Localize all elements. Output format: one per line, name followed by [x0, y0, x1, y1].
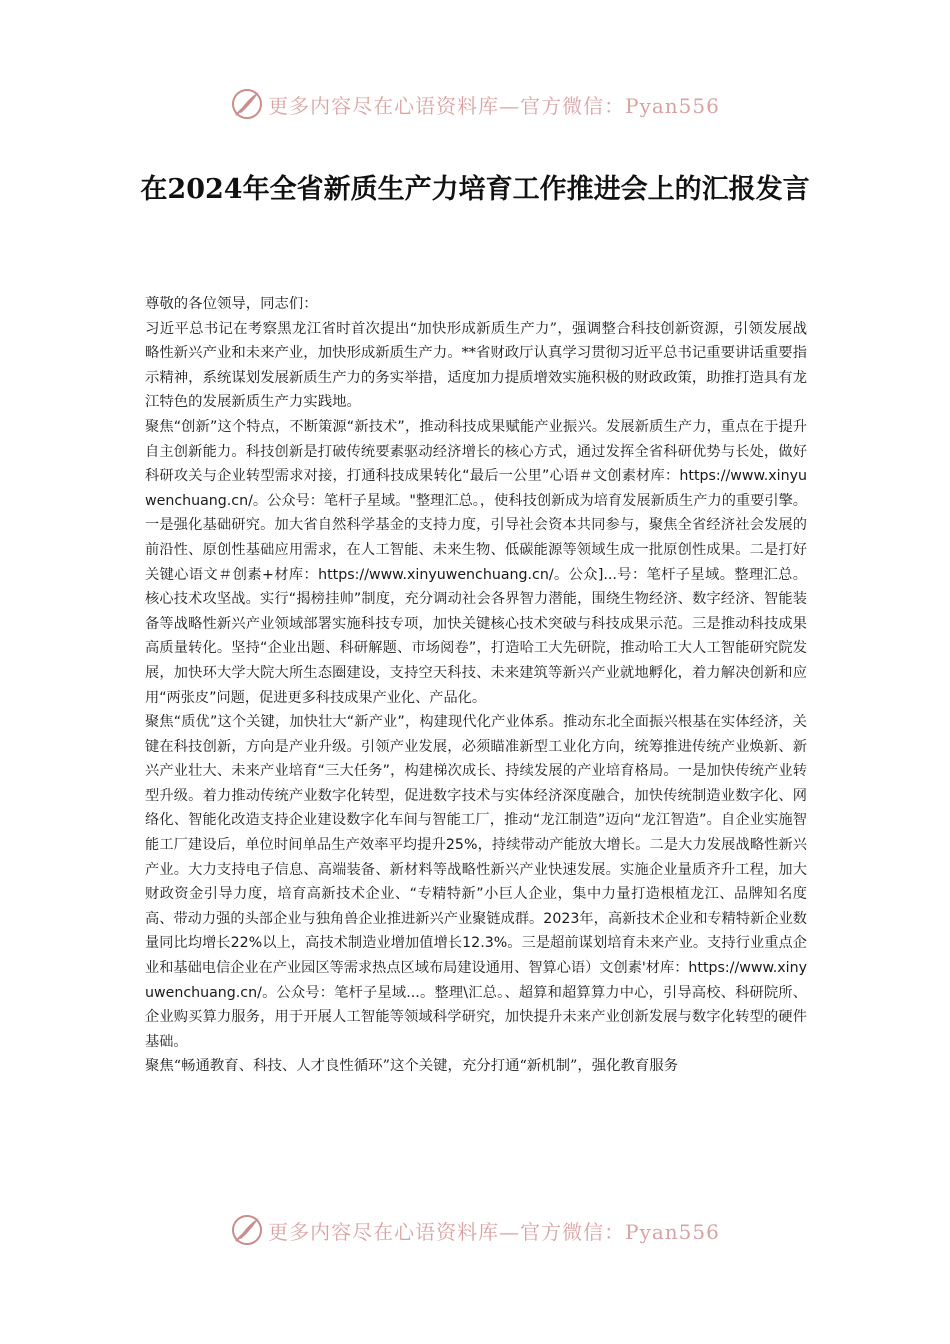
watermark-text: 更多内容尽在心语资料库—官方微信：Pyan556 — [268, 1219, 720, 1244]
paragraph-innovation: 聚焦“创新”这个特点，不断策源“新技术”，推动科技成果赋能产业振兴。发展新质生产力，重点在于提升自主创新能力。科技创新是打破传统要素驱动经济增长的核心方式，通过发挥全省科研优势与长处，做好科研攻关与企业转型需求对接，打通科技成果转化“最后一公里”心语＃文创素材库：https://www.xinyuwenchuang.cn/。公众号：笔杆子星域。"整理汇总。，使科技创新成为培育发展新质生产力的重要引擎。一是强化基础研究。加大省自然科学基金的支持力度，引导社会资本共同参与，聚焦全省经济社会发展的前沿性、原创性基础应用需求，在人工智能、未来生物、低碳能源等领域生成一批原创性成果。二是打好关键心语文＃创素+材库：https://www.xinyuwenchuang.cn/。公众]...号：笔杆子星域。整理汇总。核心技术攻坚战。实行“揭榜挂帅”制度，充分调动社会各界智力潜能，围绕生物经济、数字经济、智能装备等战略性新兴产业领域部署实施科技专项，加快关键核心技术突破与科技成果示范。三是推动科技成果高质量转化。坚持“企业出题、科研解题、市场阅卷”，打造哈工大先研院，推动哈工大人工智能研究院发展，加快环大学大院大所生态圈建设，支持空天科技、未来建筑等新兴产业就地孵化，着力解决创新和应用“两张皮”问题，促进更多科技成果产业化、产品化。 — [145, 418, 807, 706]
document-body — [145, 292, 807, 1079]
header-watermark-banner — [0, 84, 950, 124]
footer-watermark-banner — [0, 1210, 950, 1250]
paragraph-education: 聚焦“畅通教育、科技、人才良性循环”这个关键，充分打通“新机制”，强化教育服务 — [145, 1058, 679, 1075]
document-title: 在2024年全省新质生产力培育工作推进会上的汇报发言 — [140, 174, 810, 206]
quill-logo-icon — [230, 87, 264, 121]
quill-logo-icon — [230, 1213, 264, 1247]
paragraph-quality: 聚焦“质优”这个关键，加快壮大“新产业”，构建现代化产业体系。推动东北全面振兴根基在实体经济，关键在科技创新，方向是产业升级。引领产业发展，必须瞄准新型工业化方向，统筹推进传统产业焕新、新兴产业壮大、未来产业培育“三大任务”，构建梯次成长、持续发展的产业培育格局。一是加快传统产业转型升级。着力推动传统产业数字化转型，促进数字技术与实体经济深度融合，加快传统制造业数字化、网络化、智能化改造支持企业建设数字化车间与智能工厂，推动“龙江制造”迈向“龙江智造”。自企业实施智能工厂建设后，单位时间单品生产效率平均提升25%，持续带动产能放大增长。二是大力发展战略性新兴产业。大力支持电子信息、高端装备、新材料等战略性新兴产业快速发展。实施企业量质齐升工程，加大财政资金引导力度，培育高新技术企业、“专精特新”小巨人企业，集中力量打造根植龙江、品牌知名度高、带动力强的头部企业与独角兽企业推进新兴产业聚链成群。2023年，高新技术企业和专精特新企业数量同比均增长22%以上，高技术制造业增加值增长12.3%。三是超前谋划培育未来产业。支持行业重点企业和基础电信企业在产业园区等需求热点区域布局建设通用、智算心语）文创素'材库：https://www.xinyuwenchuang.cn/。公众号：笔杆子星域...。整理\汇总。、超算和超算算力中心，引导高校、科研院所、企业购买算力服务，用于开展人工智能等领域科学研究，加快提升未来产业创新发展与数字化转型的硬件基础。 — [145, 714, 807, 1050]
watermark-text: 更多内容尽在心语资料库—官方微信：Pyan556 — [268, 93, 720, 118]
salutation: 尊敬的各位领导，同志们： — [145, 296, 318, 312]
paragraph-intro: 习近平总书记在考察黑龙江省时首次提出“加快形成新质生产力”，强调整合科技创新资源，引领发展战略性新兴产业和未来产业，加快形成新质生产力。**省财政厅认真学习贯彻习近平总书记重要讲话重要指示精神，系统谋划发展新质生产力的务实举措，适度加力提质增效实施积极的财政政策，助推打造具有龙江特色的发展新质生产力实践地。 — [145, 320, 807, 411]
